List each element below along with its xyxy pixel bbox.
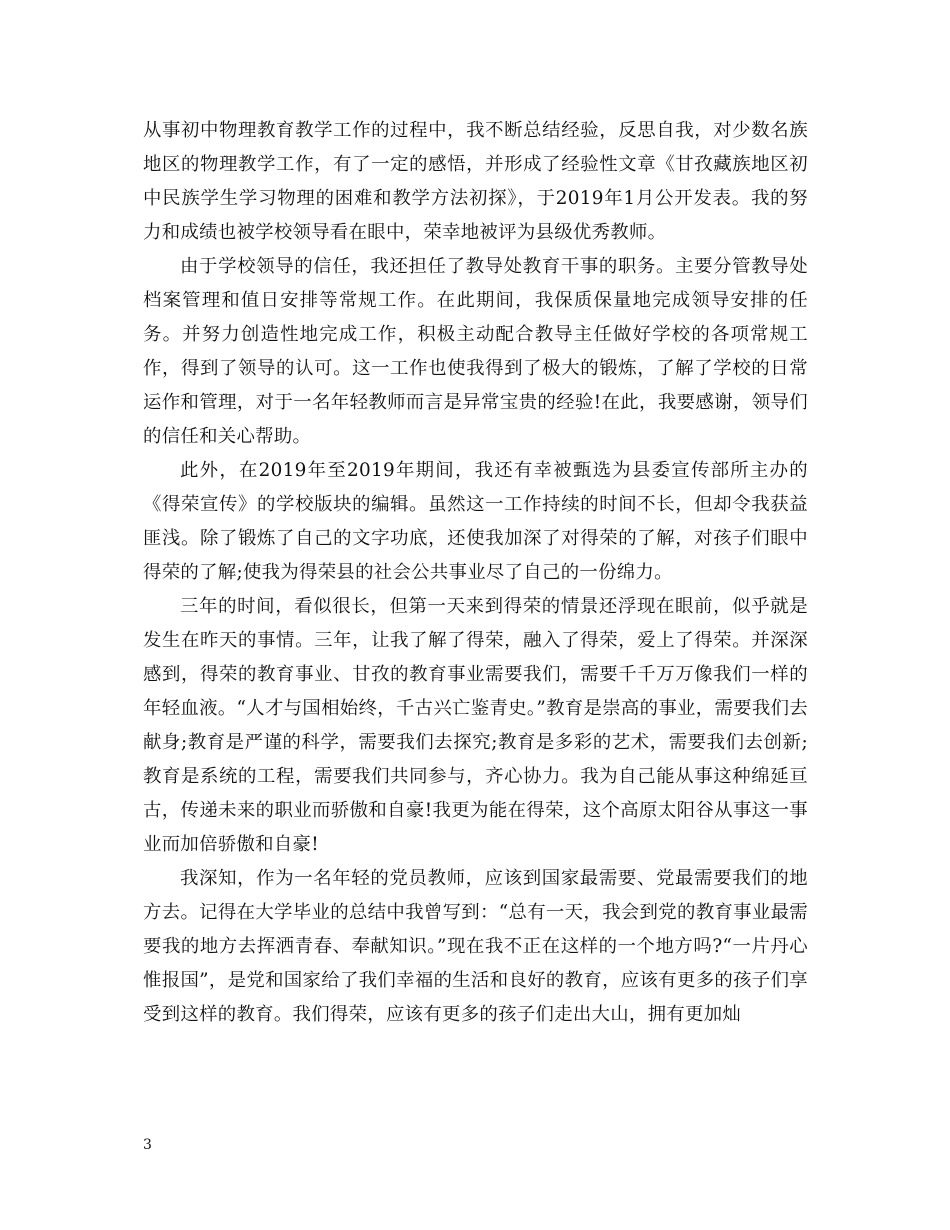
document-body — [143, 114, 808, 1032]
paragraph-4: 三年的时间，看似很长，但第一天来到得荣的情景还浮现在眼前，似乎就是发生在昨天的事情。三年，让我了解了得荣，融入了得荣，爱上了得荣。并深深感到，得荣的教育事业、甘孜的教育事业需要我们，需要千千万万像我们一样的年轻血液。“人才与国相始终，千古兴亡鉴青史。”教育是崇高的事业，需要我们去献身;教育是严谨的科学，需要我们去探究;教育是多彩的艺术，需要我们去创新;教育是系统的工程，需要我们共同参与，齐心协力。我为自己能从事这种绵延亘古，传递未来的职业而骄傲和自豪!我更为能在得荣，这个高原太阳谷从事这一事业而加倍骄傲和自豪! — [143, 596, 808, 855]
paragraph-5: 我深知，作为一名年轻的党员教师，应该到国家最需要、党最需要我们的地方去。记得在大学毕业的总结中我曾写到：“总有一天，我会到党的教育事业最需要我的地方去挥洒青春、奉献知识。”现在我不正在这样的一个地方吗?“一片丹心惟报国”，是党和国家给了我们幸福的生活和良好的教育，应该有更多的孩子们享受到这样的教育。我们得荣，应该有更多的孩子们走出大山，拥有更加灿 — [143, 868, 808, 1025]
paragraph-2: 由于学校领导的信任，我还担任了教导处教育干事的职务。主要分管教导处档案管理和值日安排等常规工作。在此期间，我保质保量地完成领导安排的任务。并努力创造性地完成工作，积极主动配合教导主任做好学校的各项常规工作，得到了领导的认可。这一工作也使我得到了极大的锻炼，了解了学校的日常运作和管理，对于一名年轻教师而言是异常宝贵的经验!在此，我要感谢，领导们的信任和关心帮助。 — [143, 256, 808, 447]
paragraph-3: 此外，在2019年至2019年期间，我还有幸被甄选为县委宣传部所主办的《得荣宣传》的学校版块的编辑。虽然这一工作持续的时间不长，但却令我获益匪浅。除了锻炼了自己的文字功底，还使我加深了对得荣的了解，对孩子们眼中得荣的了解;使我为得荣县的社会公共事业尽了自己的一份绵力。 — [143, 460, 808, 583]
page-number: 3 — [143, 1137, 152, 1153]
paragraph-1: 从事初中物理教育教学工作的过程中，我不断总结经验，反思自我，对少数名族地区的物理教学工作，有了一定的感悟，并形成了经验性文章《甘孜藏族地区初中民族学生学习物理的困难和教学方法初探》，于2019年1月公开发表。我的努力和成绩也被学校领导看在眼中，荣幸地被评为县级优秀教师。 — [143, 120, 808, 243]
